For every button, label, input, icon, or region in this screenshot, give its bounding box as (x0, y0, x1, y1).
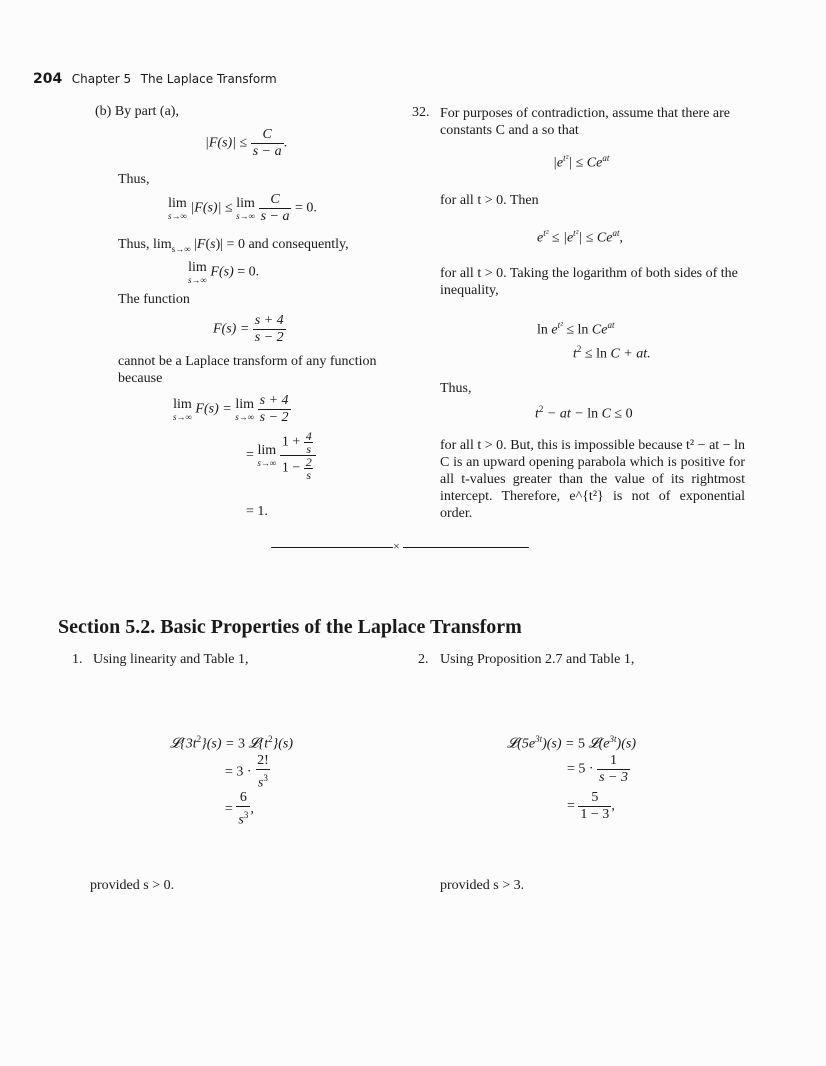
equation-f-def: F(s) = $\frac{s + 4}{s - 2}$ (213, 313, 284, 345)
thus-text-1: Thus, (118, 172, 150, 187)
item-2-number: 2. (418, 652, 429, 667)
cannot-text: cannot be a Laplace transform of any function because (118, 354, 377, 386)
problem-32-number: 32. (412, 105, 430, 120)
problem-32-para-3: for all t > 0. Taking the logarithm of both sides of the inequality, (440, 266, 738, 298)
equation-log-1: $\ln e^{t^2} \le \ln Ce^{at}$ (537, 320, 615, 338)
equation-limit-bound: lim s→∞ |F(s)| ≤ lim s→∞ $\frac{C}{s - a}$ = 0. (168, 192, 317, 224)
item-1-number: 1. (72, 652, 83, 667)
equation-item1-line2: = 3 · $\frac{2!}{s^3}$ (225, 753, 269, 791)
equation-limit-f-1: lim s→∞ F(s) = lim s→∞ $\frac{s + 4}{s - 2}$ (173, 393, 289, 425)
chapter-label: Chapter 5 (71, 72, 132, 86)
the-function-text: The function (118, 292, 190, 307)
equation-assumption: $|e^{t^2}| \le Ce^{at}$ (553, 153, 610, 171)
section-title: Section 5.2. Basic Properties of the Laplace Transform (58, 616, 522, 638)
thus-text-2: Thus, (440, 381, 472, 396)
chapter-title: The Laplace Transform (140, 72, 277, 86)
item-1-provided: provided s > 0. (90, 878, 175, 893)
equation-item2-line1: $𝓛(5e^{3t})(s) = 5$ $𝓛(e^{3t})(s)$ (507, 734, 636, 752)
equation-limit-f-2: = lim s→∞ 1 + $\frac{4}{s}$ 1 − $\frac{2}{s}$ (246, 430, 316, 481)
problem-32-para-4: for all t > 0. But, this is impossible because t² − at − ln C is an upward opening parabola which is positive for all t-values greater than the value of its rightmost intercept. Therefore, e^{t²} is not of exponential order. (440, 438, 745, 521)
thus-lim-text: Thus, $\lim_{s\to\infty} |F(s)| = 0$ and consequently, (118, 237, 349, 254)
item-2-text: Using Proposition 2.7 and Table 1, (440, 652, 635, 667)
equation-limit-f-3: = 1. (246, 504, 268, 519)
separator-mark: × (393, 539, 400, 553)
equation-item2-line3: = $\frac{5}{1 - 3}$ , (567, 790, 615, 822)
problem-32-para-2: for all t > 0. Then (440, 193, 539, 208)
running-header (33, 71, 277, 88)
separator-line-left (271, 547, 393, 548)
problem-32-para-1: For purposes of contradiction, assume that there are constants C and a so that (440, 106, 731, 138)
equation-bound: |F(s)| ≤ $\frac{C}{s - a}$ . (205, 127, 288, 159)
page-number: 204 (33, 71, 63, 87)
item-2-provided: provided s > 3. (440, 878, 525, 893)
equation-item1-line3: = $\frac{6}{s^3}$ , (225, 790, 254, 828)
separator-line-right (403, 547, 529, 548)
part-b-text: (b) By part (a), (95, 104, 179, 119)
equation-parabola: $t^2$ − at − ln C ≤ 0 (535, 404, 633, 422)
equation-item1-line1: $𝓛\{3t^2\}(s) = 3$ $𝓛\{t^2\}(s)$ (170, 734, 294, 752)
equation-log-2: $t^2 \le \ln C$ + at. (573, 344, 651, 362)
equation-limit-zero: lim s→∞ F(s) = 0. (188, 260, 260, 285)
equation-item2-line2: = 5 · $\frac{1}{s - 3}$ (567, 753, 628, 785)
item-1-text: Using linearity and Table 1, (93, 652, 249, 667)
equation-chain: $e^{t^2} \le |e^{t^2}| \le Ce^{at}$, (537, 228, 623, 246)
